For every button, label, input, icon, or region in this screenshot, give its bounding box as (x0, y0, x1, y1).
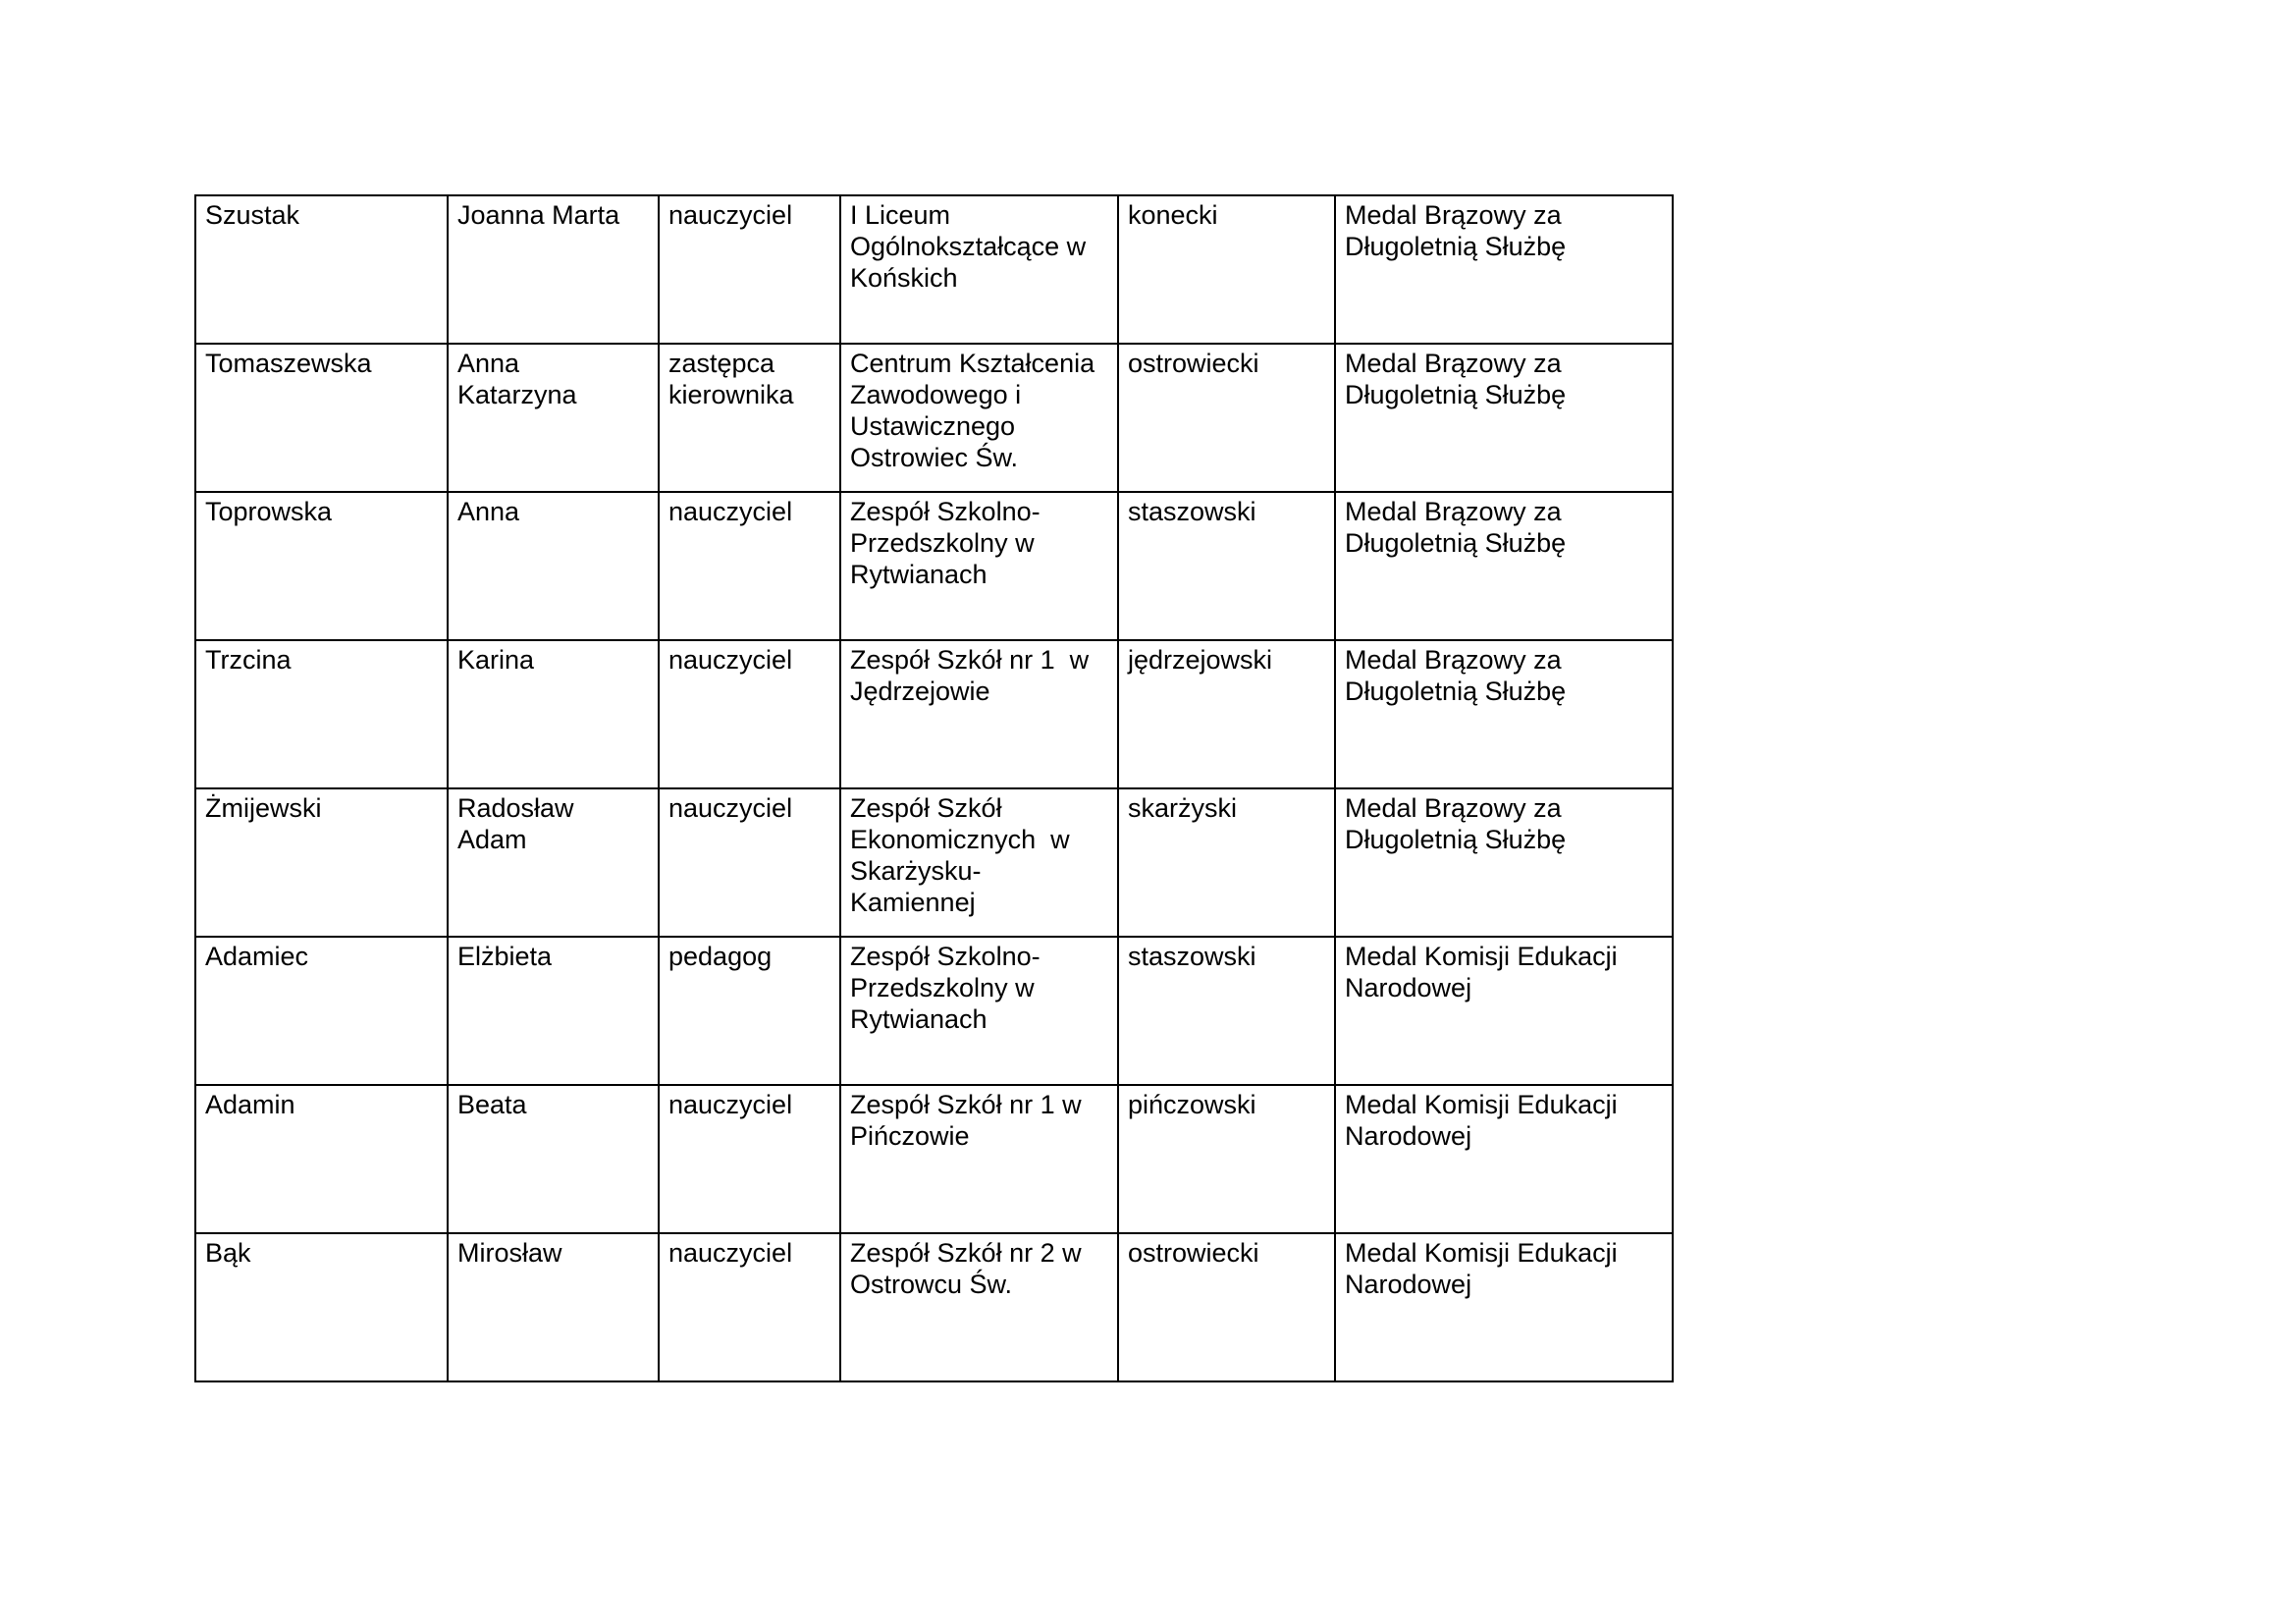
awards-table (194, 194, 1674, 1382)
first-names-cell: Anna Katarzyna (448, 344, 659, 492)
table-row (195, 1085, 1673, 1233)
table-row (195, 1233, 1673, 1381)
first-names-cell: Mirosław (448, 1233, 659, 1381)
school-cell: Zespół Szkół nr 1 w Jędrzejowie (840, 640, 1118, 788)
first-names-cell: Joanna Marta (448, 195, 659, 344)
position-cell: nauczyciel (659, 640, 840, 788)
surname-cell: Trzcina (195, 640, 448, 788)
position-cell: nauczyciel (659, 1085, 840, 1233)
school-cell: Zespół Szkół nr 1 w Pińczowie (840, 1085, 1118, 1233)
district-cell: staszowski (1118, 937, 1335, 1085)
award-cell: Medal Brązowy za Długoletnią Służbę (1335, 640, 1673, 788)
first-names-cell: Radosław Adam (448, 788, 659, 937)
school-cell: Zespół Szkolno- Przedszkolny w Rytwianach (840, 937, 1118, 1085)
first-names-cell: Anna (448, 492, 659, 640)
first-names-cell: Elżbieta (448, 937, 659, 1085)
table-row (195, 195, 1673, 344)
surname-cell: Adamin (195, 1085, 448, 1233)
awards-table-body (195, 195, 1673, 1381)
position-cell: nauczyciel (659, 1233, 840, 1381)
table-row (195, 640, 1673, 788)
position-cell: nauczyciel (659, 195, 840, 344)
surname-cell: Tomaszewska (195, 344, 448, 492)
school-cell: Zespół Szkolno- Przedszkolny w Rytwianach (840, 492, 1118, 640)
district-cell: konecki (1118, 195, 1335, 344)
surname-cell: Żmijewski (195, 788, 448, 937)
table-row (195, 492, 1673, 640)
table-row (195, 788, 1673, 937)
school-cell: Zespół Szkół Ekonomicznych w Skarżysku- Kamiennej (840, 788, 1118, 937)
school-cell: I Liceum Ogólnokształcące w Końskich (840, 195, 1118, 344)
surname-cell: Adamiec (195, 937, 448, 1085)
district-cell: jędrzejowski (1118, 640, 1335, 788)
award-cell: Medal Komisji Edukacji Narodowej (1335, 937, 1673, 1085)
award-cell: Medal Brązowy za Długoletnią Służbę (1335, 788, 1673, 937)
district-cell: pińczowski (1118, 1085, 1335, 1233)
district-cell: ostrowiecki (1118, 1233, 1335, 1381)
district-cell: ostrowiecki (1118, 344, 1335, 492)
first-names-cell: Karina (448, 640, 659, 788)
award-cell: Medal Brązowy za Długoletnią Służbę (1335, 492, 1673, 640)
position-cell: pedagog (659, 937, 840, 1085)
position-cell: zastępca kierownika (659, 344, 840, 492)
first-names-cell: Beata (448, 1085, 659, 1233)
surname-cell: Toprowska (195, 492, 448, 640)
district-cell: skarżyski (1118, 788, 1335, 937)
district-cell: staszowski (1118, 492, 1335, 640)
award-cell: Medal Komisji Edukacji Narodowej (1335, 1085, 1673, 1233)
position-cell: nauczyciel (659, 788, 840, 937)
position-cell: nauczyciel (659, 492, 840, 640)
surname-cell: Bąk (195, 1233, 448, 1381)
award-cell: Medal Brązowy za Długoletnią Służbę (1335, 195, 1673, 344)
award-cell: Medal Komisji Edukacji Narodowej (1335, 1233, 1673, 1381)
table-row (195, 344, 1673, 492)
surname-cell: Szustak (195, 195, 448, 344)
table-row (195, 937, 1673, 1085)
school-cell: Zespół Szkół nr 2 w Ostrowcu Św. (840, 1233, 1118, 1381)
school-cell: Centrum Kształcenia Zawodowego i Ustawicznego Ostrowiec Św. (840, 344, 1118, 492)
award-cell: Medal Brązowy za Długoletnią Służbę (1335, 344, 1673, 492)
